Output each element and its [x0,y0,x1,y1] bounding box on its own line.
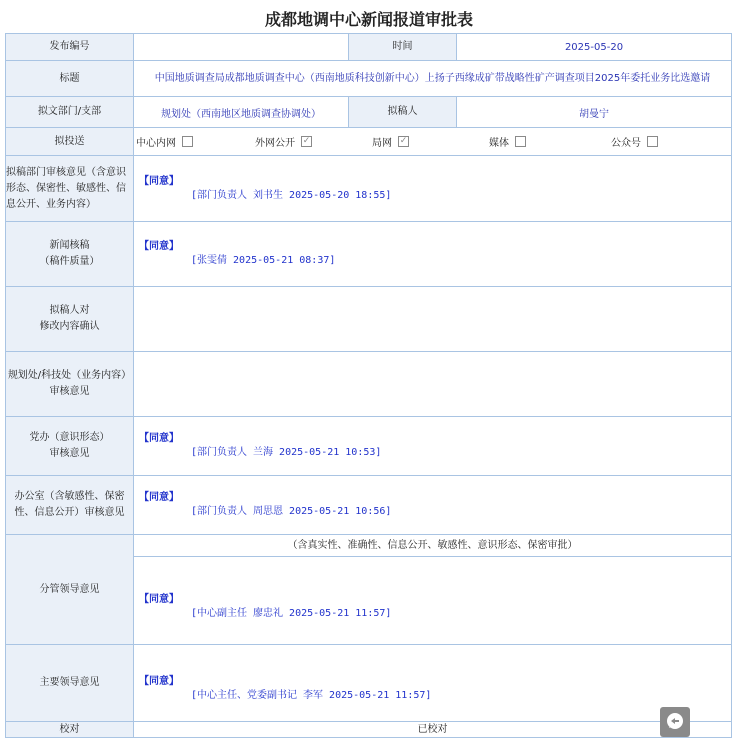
approval-status: 【同意】 [139,433,179,444]
news-check-label [6,222,134,287]
label-line: 审核意见 [49,448,90,459]
label-line: 规划处/科技处（业务内容） [7,370,132,381]
drafter-confirm-label [6,287,134,352]
approval-status: 【同意】 [139,492,179,503]
row-proofread [6,722,732,738]
leader-in-charge-opinion [134,557,732,645]
label-line: 党办（意识形态） [29,432,110,443]
publish-option-label: 媒体 [489,138,509,149]
doc-no-label: 发布编号 [6,34,134,61]
planning-label [6,352,134,417]
row-doc-no [6,34,732,61]
approval-status: 【同意】 [139,676,179,687]
office-opinion [134,476,732,535]
row-office [6,476,732,535]
main-leader-opinion [134,645,732,722]
label-line: 修改内容确认 [39,321,100,332]
main-leader-label: 主要领导意见 [6,645,134,722]
dept-review-label: 拟稿部门审核意见（含意识形态、保密性、敏感性、信息公开、业务内容） [6,156,134,222]
proofread-label: 校对 [6,722,134,738]
label-line: 拟稿人对 [49,305,90,316]
publish-option-external[interactable] [255,134,372,149]
drafter-value: 胡曼宁 [457,97,732,128]
publish-option-wechat[interactable] [611,134,658,149]
label-line: 新闻核稿 [49,240,90,251]
checkbox-icon[interactable]: ✓ [302,136,311,146]
row-party [6,417,732,476]
planning-opinion [134,352,732,417]
row-news-check [6,222,732,287]
label-line: （稿件质量） [39,256,100,267]
publish-option-bureau[interactable] [372,134,489,149]
dept-review-opinion [134,156,732,222]
checkbox-icon[interactable] [515,136,526,147]
approval-signature: [张雯倩 2025-05-21 08:37] [191,255,336,266]
party-label [6,417,134,476]
time-label: 时间 [349,34,457,61]
publish-options [134,128,732,156]
publish-option-label: 中心内网 [136,138,176,149]
checkbox-icon[interactable]: ✓ [399,136,408,146]
approval-status: 【同意】 [139,241,179,252]
publish-option-label: 公众号 [611,138,641,149]
headline-value: 中国地质调查局成都地质调查中心（西南地质科技创新中心）上扬子西缘成矿带战略性矿产调查项目2025年委托业务比选邀请 [134,61,732,97]
label-line: 审核意见 [49,386,90,397]
publish-label: 拟投送 [6,128,134,156]
leader-note: （含真实性、准确性、信息公开、敏感性、意识形态、保密审批） [134,535,732,557]
headline-label: 标题 [6,61,134,97]
publish-option-label: 局网 [372,138,392,149]
dept-label: 拟文部门/支部 [6,97,134,128]
doc-no-value [134,34,349,61]
row-headline [6,61,732,97]
proofread-value: 已校对 [134,722,732,738]
approval-signature: [部门负责人 兰海 2025-05-21 10:53] [191,447,382,458]
row-main-leader [6,645,732,722]
approval-status: 【同意】 [139,175,179,187]
approval-signature: [部门负责人 刘书生 2025-05-20 18:55] [191,189,392,201]
approval-signature: [部门负责人 周思恩 2025-05-21 10:56] [191,506,392,517]
checkbox-icon[interactable] [647,136,658,147]
approval-form [5,33,732,738]
row-leader-note [6,535,732,557]
dept-value: 规划处（西南地区地质调查协调处） [134,97,349,128]
news-check-opinion [134,222,732,287]
row-dept-review [6,156,732,222]
row-publish [6,128,732,156]
comment-float-button[interactable] [660,707,690,737]
party-opinion [134,417,732,476]
row-dept [6,97,732,128]
drafter-confirm-opinion [134,287,732,352]
office-label: 办公室（含敏感性、保密性、信息公开）审核意见 [6,476,134,535]
leader-in-charge-label: 分管领导意见 [6,535,134,645]
checkbox-icon[interactable] [182,136,193,147]
row-drafter-confirm [6,287,732,352]
drafter-label: 拟稿人 [349,97,457,128]
approval-signature: [中心副主任 廖忠礼 2025-05-21 11:57] [191,607,392,619]
comment-icon [664,711,686,733]
approval-signature: [中心主任、党委副书记 李军 2025-05-21 11:57] [191,690,432,701]
publish-option-label: 外网公开 [255,138,295,149]
row-planning [6,352,732,417]
page-title: 成都地调中心新闻报道审批表 [264,10,473,29]
time-value: 2025-05-20 [457,34,732,61]
publish-option-media[interactable] [489,134,611,149]
publish-option-intranet[interactable] [134,134,255,149]
approval-status: 【同意】 [139,593,179,605]
